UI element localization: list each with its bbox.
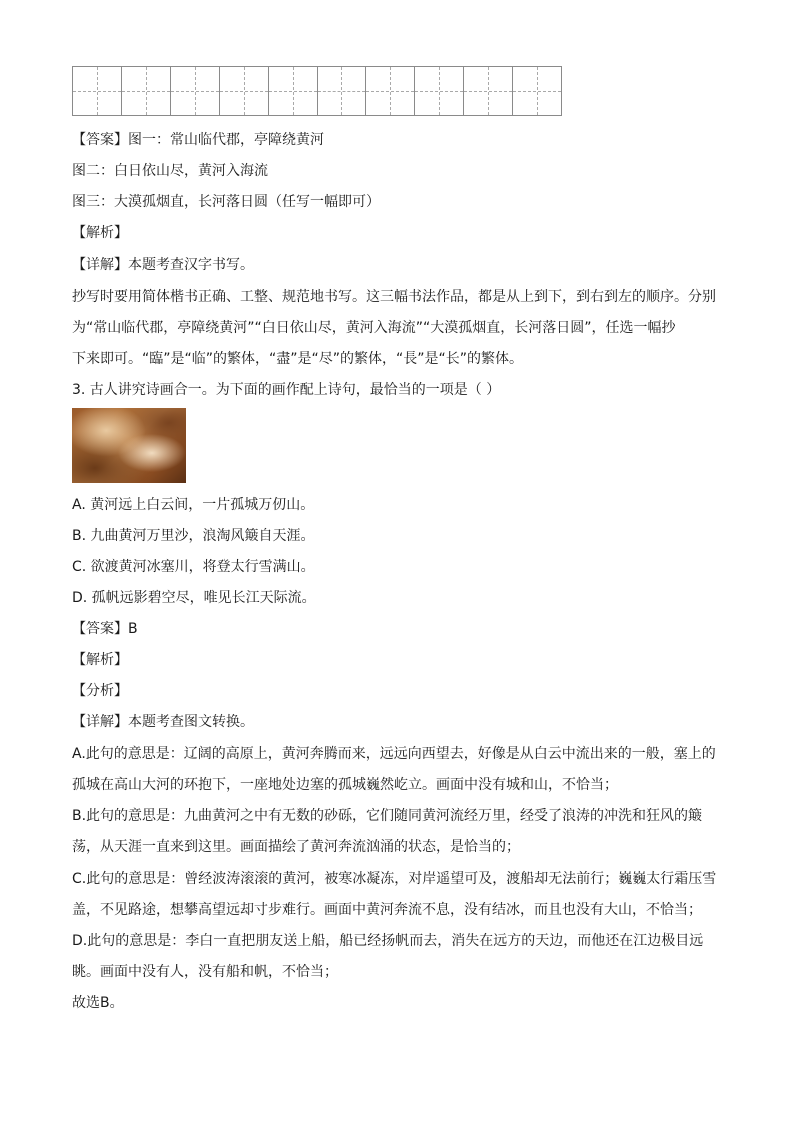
yellow-river-photo: [72, 408, 186, 483]
answer-value: B: [128, 621, 138, 637]
detail3-line: B.此句的意思是：九曲黄河之中有无数的砂砾，它们随同黄河流经万里，经受了浪涛的冲洗和狂风的簸: [72, 808, 703, 824]
detail1-head: 【详解】本题考查汉字书写。: [72, 257, 254, 273]
answer1-line1: 【答案】图一：常山临代郡，亭障绕黄河: [72, 132, 324, 148]
detail3-line: C.此句的意思是：曾经波涛滚滚的黄河，被寒冰凝冻，对岸遥望可及，渡船却无法前行；巍巍太行霜压雪: [72, 871, 717, 887]
answer-label: 【答案】: [72, 132, 128, 148]
question3-stem: 3. 古人讲究诗画合一。为下面的画作配上诗句，最恰当的一项是（ ）: [72, 382, 501, 398]
detail-label: 【详解】: [72, 714, 128, 730]
grid-cell: [122, 67, 171, 115]
detail3-line: A.此句的意思是：辽阔的高原上，黄河奔腾而来，远远向西望去，好像是从白云中流出来的一般，塞上的: [72, 746, 716, 762]
answer-label: 【答案】: [72, 621, 128, 637]
analysis3-label: 【解析】: [72, 652, 128, 668]
option-c: C. 欲渡黄河冰塞川，将登太行雪满山。: [72, 559, 315, 575]
detail3-conclusion: 故选B。: [72, 995, 124, 1011]
detail1-para3: 下来即可。“臨”是“临”的繁体，“盡”是“尽”的繁体，“長”是“长”的繁体。: [72, 351, 524, 367]
answer3: [72, 619, 722, 639]
option-b: B. 九曲黄河万里沙，浪淘风簸自天涯。: [72, 528, 315, 544]
fenxi3-label: 【分析】: [72, 683, 128, 699]
detail-label: 【详解】: [72, 257, 128, 273]
grid-cell: [366, 67, 415, 115]
grid-cell: [415, 67, 464, 115]
answer1-line3: 图三：大漠孤烟直，长河落日圆（任写一幅即可）: [72, 194, 380, 210]
detail1-para2: 为“常山临代郡，亭障绕黄河”“白日依山尽，黄河入海流”“大漠孤烟直，长河落日圆”，任选一幅抄: [72, 320, 676, 336]
grid-cell: [73, 67, 122, 115]
detail3-head: 【详解】本题考查图文转换。: [72, 714, 254, 730]
detail3-line: 孤城在高山大河的环抱下，一座地处边塞的孤城巍然屹立。画面中没有城和山，不恰当；: [72, 777, 618, 793]
grid-cell: [318, 67, 367, 115]
detail3-line: D.此句的意思是：李白一直把朋友送上船，船已经扬帆而去，消失在远方的天边，而他还在江边极目远: [72, 933, 704, 949]
option-d: D. 孤帆远影碧空尽，唯见长江天际流。: [72, 590, 316, 606]
detail3-line: 眺。画面中没有人，没有船和帆，不恰当；: [72, 964, 338, 980]
detail1-para1: 抄写时要用简体楷书正确、工整、规范地书写。这三幅书法作品，都是从上到下，到右到左的顺序。分别: [72, 289, 716, 305]
option-a: A. 黄河远上白云间，一片孤城万仞山。: [72, 497, 315, 513]
grid-cell: [171, 67, 220, 115]
detail3-line: 盖，不见路途，想攀高望远却寸步难行。画面中黄河奔流不息，没有结冰，而且也没有大山，不恰当；: [72, 902, 702, 918]
answer1-line2: 图二：白日依山尽，黄河入海流: [72, 163, 268, 179]
grid-cell: [464, 67, 513, 115]
grid-cell: [220, 67, 269, 115]
grid-cell: [513, 67, 561, 115]
writing-grid: [72, 66, 562, 116]
detail3-line: 荡，从天涯一直来到这里。画面描绘了黄河奔流汹涌的状态，是恰当的；: [72, 839, 520, 855]
analysis1-label: 【解析】: [72, 225, 128, 241]
grid-cell: [269, 67, 318, 115]
